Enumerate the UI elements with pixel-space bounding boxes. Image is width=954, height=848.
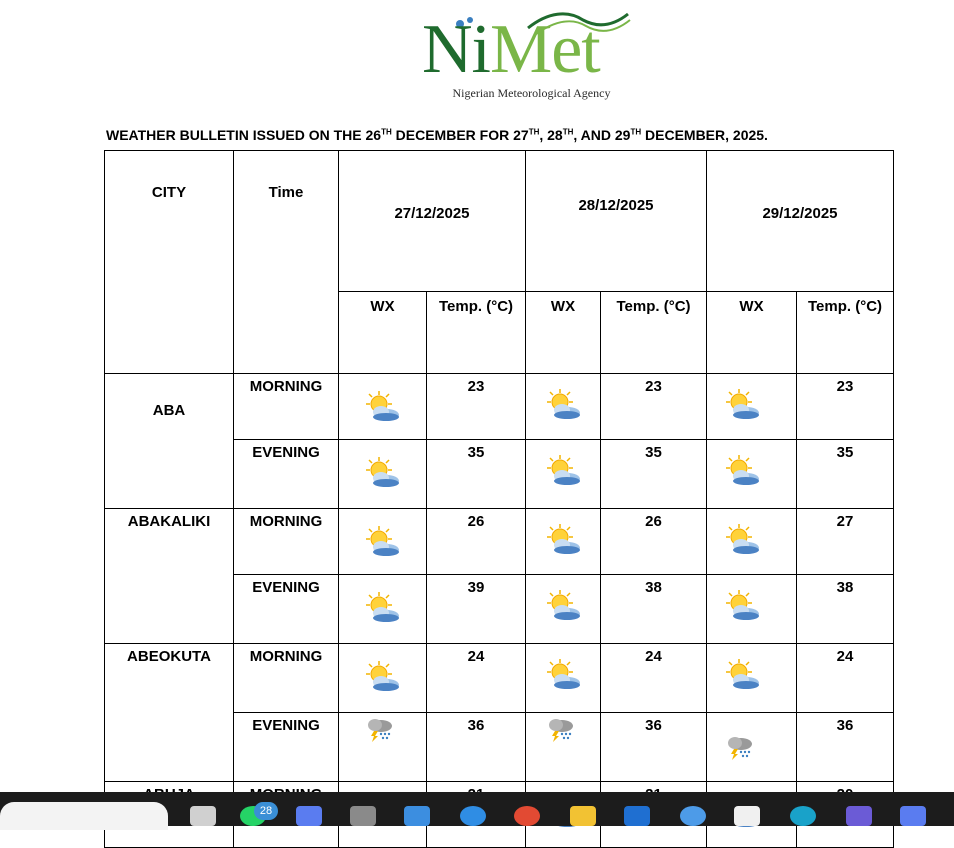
weather-table (104, 150, 894, 848)
temp-cell: 24 (601, 644, 707, 713)
time-header: Time (234, 151, 339, 374)
date-header: 29/12/2025 (707, 151, 894, 292)
wx-header: WX (526, 292, 601, 374)
partly-cloudy-icon (546, 589, 582, 623)
time-cell: EVENING (234, 713, 339, 782)
wx-cell (526, 509, 601, 575)
temp-cell: 35 (601, 440, 707, 509)
temp-header: Temp. (°C) (797, 292, 894, 374)
partly-cloudy-icon (365, 390, 401, 424)
temp-cell: 23 (797, 374, 894, 440)
app-icon[interactable] (460, 806, 486, 826)
temp-cell: 27 (797, 509, 894, 575)
copilot-icon[interactable] (900, 806, 926, 826)
chrome-icon[interactable] (514, 806, 540, 826)
temp-cell: 36 (601, 713, 707, 782)
logo-subtitle: Nigerian Meteorological Agency (452, 86, 611, 100)
wx-cell (339, 440, 427, 509)
wx-cell (707, 440, 797, 509)
time-cell: MORNING (234, 374, 339, 440)
wx-header: WX (339, 292, 427, 374)
partly-cloudy-icon (365, 525, 401, 559)
wx-cell (526, 644, 601, 713)
wx-cell (339, 713, 427, 782)
partly-cloudy-icon (725, 658, 761, 692)
outlook-icon[interactable] (624, 806, 650, 826)
city-cell: ABEOKUTA (105, 644, 234, 782)
app-icon[interactable] (404, 806, 430, 826)
date-header: 28/12/2025 (526, 151, 707, 292)
thunderstorm-icon (546, 717, 576, 743)
wx-cell (526, 440, 601, 509)
temp-cell: 23 (601, 374, 707, 440)
copilot-icon[interactable] (296, 806, 322, 826)
partly-cloudy-icon (365, 456, 401, 490)
taskbar (0, 792, 954, 826)
wx-cell (707, 509, 797, 575)
partly-cloudy-icon (365, 660, 401, 694)
partly-cloudy-icon (546, 388, 582, 422)
app-icon[interactable] (680, 806, 706, 826)
time-cell: MORNING (234, 509, 339, 575)
logo-wordmark: NiMet (422, 11, 600, 88)
thunderstorm-icon (365, 717, 395, 743)
partly-cloudy-icon (725, 454, 761, 488)
wx-cell (707, 644, 797, 713)
temp-cell: 38 (601, 575, 707, 644)
nimet-logo (418, 6, 640, 106)
whatsapp-badge: 28 (254, 802, 278, 820)
temp-cell: 26 (427, 509, 526, 575)
city-cell: ABA (105, 374, 234, 509)
partly-cloudy-icon (725, 523, 761, 557)
time-cell: EVENING (234, 440, 339, 509)
time-cell: EVENING (234, 575, 339, 644)
city-cell: ABAKALIKI (105, 509, 234, 644)
partly-cloudy-icon (546, 454, 582, 488)
table-row (105, 374, 894, 440)
app-icon[interactable] (734, 806, 760, 826)
temp-cell: 35 (797, 440, 894, 509)
partly-cloudy-icon (725, 589, 761, 623)
temp-cell: 36 (797, 713, 894, 782)
temp-cell: 35 (427, 440, 526, 509)
partly-cloudy-icon (546, 658, 582, 692)
edge-icon[interactable] (790, 806, 816, 826)
wx-cell (339, 509, 427, 575)
partly-cloudy-icon (546, 523, 582, 557)
temp-cell: 38 (797, 575, 894, 644)
file-explorer-icon[interactable] (570, 806, 596, 826)
time-cell: MORNING (234, 644, 339, 713)
table-row (105, 509, 894, 575)
wx-cell (526, 713, 601, 782)
partly-cloudy-icon (365, 591, 401, 625)
temp-header: Temp. (°C) (601, 292, 707, 374)
temp-cell: 36 (427, 713, 526, 782)
thunderstorm-icon (725, 735, 755, 761)
wx-cell (526, 374, 601, 440)
temp-cell: 24 (427, 644, 526, 713)
wx-cell (526, 575, 601, 644)
temp-cell: 39 (427, 575, 526, 644)
widget-icon[interactable] (190, 806, 216, 826)
city-header: CITY (105, 151, 234, 374)
wx-cell (707, 713, 797, 782)
temp-header: Temp. (°C) (427, 292, 526, 374)
table-row (105, 644, 894, 713)
app-icon[interactable] (846, 806, 872, 826)
temp-cell: 24 (797, 644, 894, 713)
wx-cell (339, 374, 427, 440)
camera-icon[interactable] (350, 806, 376, 826)
date-header: 27/12/2025 (339, 151, 526, 292)
temp-cell: 23 (427, 374, 526, 440)
wx-cell (707, 575, 797, 644)
partly-cloudy-icon (725, 388, 761, 422)
wx-cell (339, 575, 427, 644)
wx-cell (707, 374, 797, 440)
wx-header: WX (707, 292, 797, 374)
bulletin-title: WEATHER BULLETIN ISSUED ON THE 26TH DECEMBER FOR 27TH, 28TH, AND 29TH DECEMBER, 2025. (106, 127, 768, 143)
wx-cell (339, 644, 427, 713)
temp-cell: 26 (601, 509, 707, 575)
